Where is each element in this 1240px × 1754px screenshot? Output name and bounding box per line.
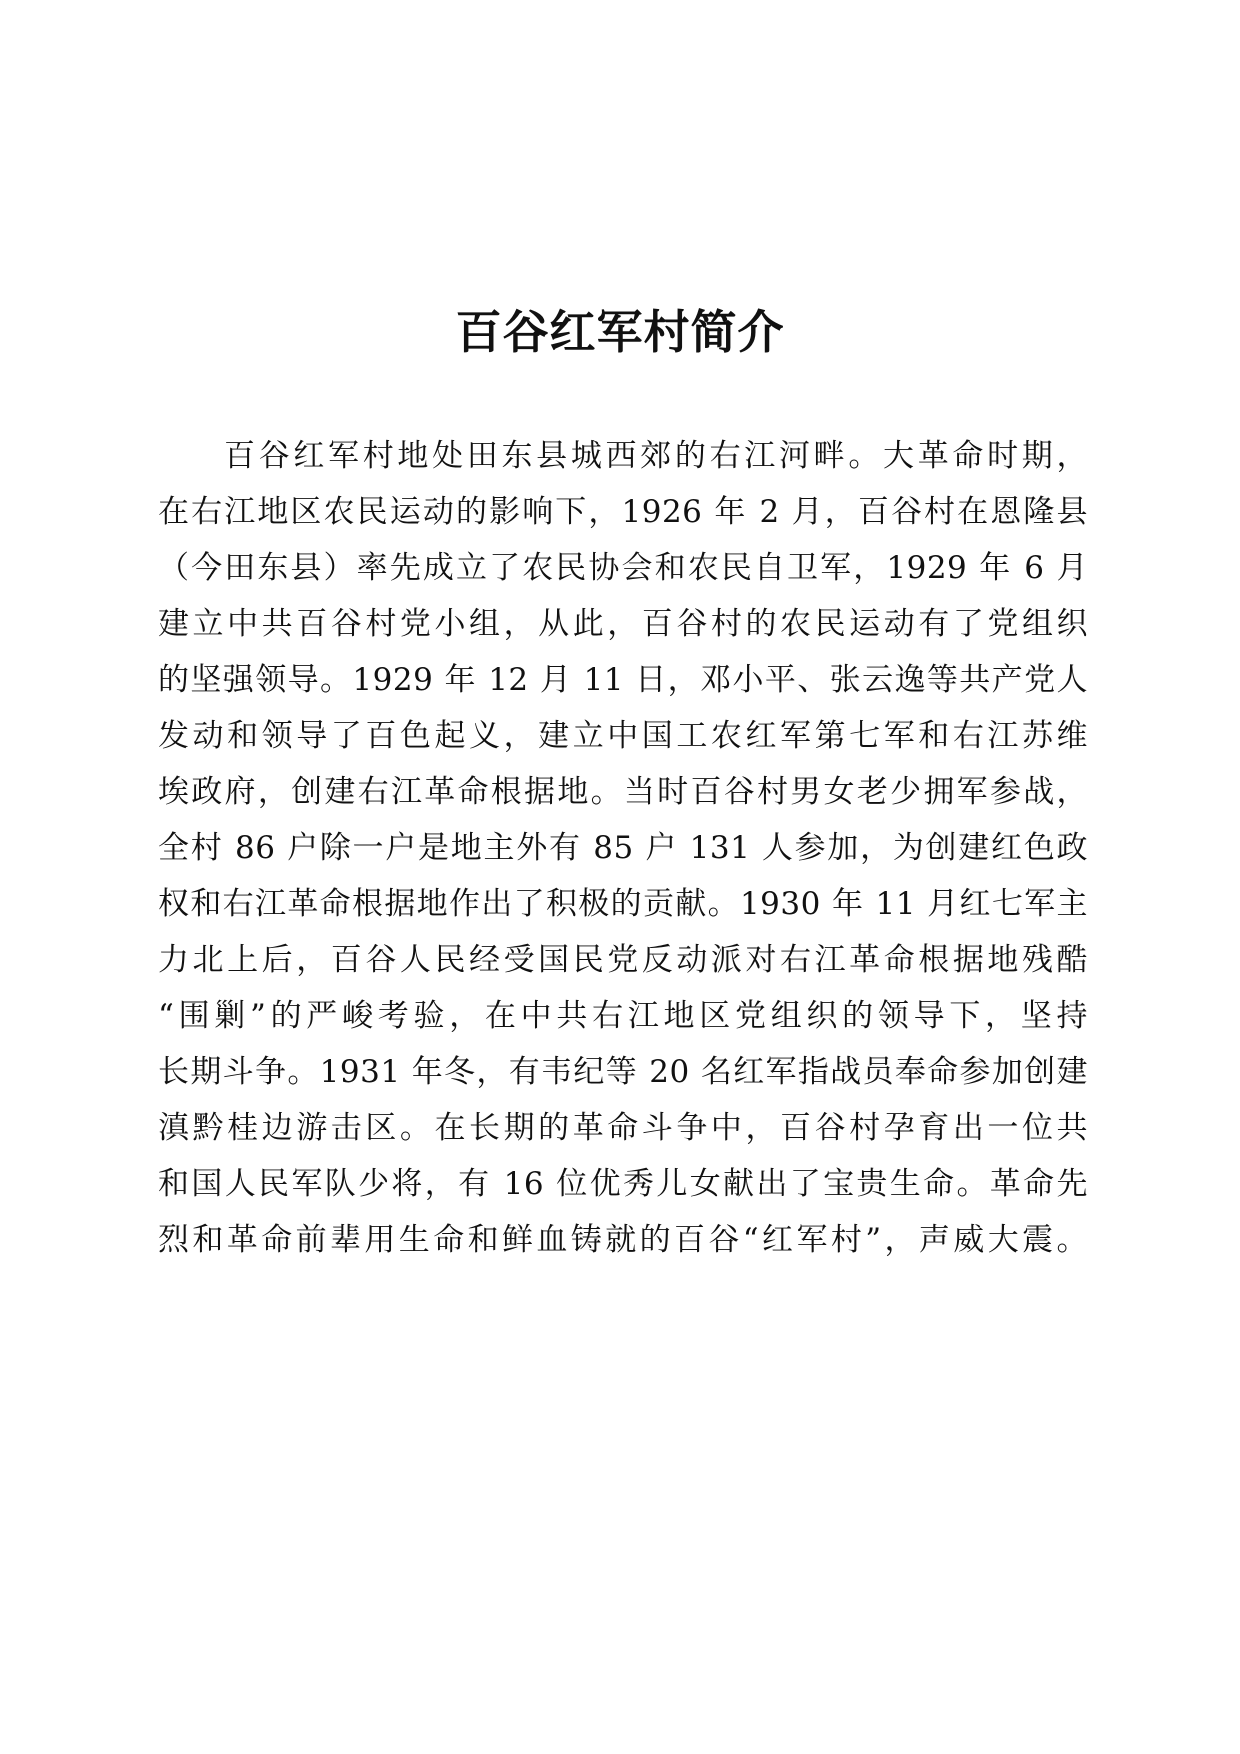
body-paragraph [158,428,1088,1268]
paragraph-line: 发动和领导了百色起义，建立中国工农红军第七军和右江苏维 [158,718,1088,754]
paragraph-line: 和国人民军队少将，有 16 位优秀儿女献出了宝贵生命。革命先 [158,1166,1088,1202]
paragraph-line: 在右江地区农民运动的影响下，1926 年 2 月，百谷村在恩隆县 [158,494,1088,530]
paragraph-line: 建立中共百谷村党小组，从此，百谷村的农民运动有了党组织 [158,606,1088,642]
paragraph-line: 权和右江革命根据地作出了积极的贡献。1930 年 11 月红七军主 [158,886,1088,922]
paragraph-line: 长期斗争。1931 年冬，有韦纪等 20 名红军指战员奉命参加创建 [158,1054,1088,1090]
document-title: 百谷红军村简介 [455,305,785,359]
paragraph-line: 烈和革命前辈用生命和鲜血铸就的百谷“红军村”，声威大震。 [158,1222,1088,1258]
paragraph-line: 力北上后，百谷人民经受国民党反动派对右江革命根据地残酷 [158,942,1088,978]
paragraph-line: 的坚强领导。1929 年 12 月 11 日，邓小平、张云逸等共产党人 [158,662,1088,698]
paragraph-line: 全村 86 户除一户是地主外有 85 户 131 人参加，为创建红色政 [158,830,1088,866]
paragraph-line: “围剿”的严峻考验，在中共右江地区党组织的领导下，坚持 [158,998,1088,1034]
paragraph-line: （今田东县）率先成立了农民协会和农民自卫军，1929 年 6 月 [158,550,1088,586]
paragraph-line: 滇黔桂边游击区。在长期的革命斗争中，百谷村孕育出一位共 [158,1110,1088,1146]
paragraph-line: 埃政府，创建右江革命根据地。当时百谷村男女老少拥军参战， [158,774,1088,810]
paragraph-line: 百谷红军村地处田东县城西郊的右江河畔。大革命时期， [224,438,1088,474]
